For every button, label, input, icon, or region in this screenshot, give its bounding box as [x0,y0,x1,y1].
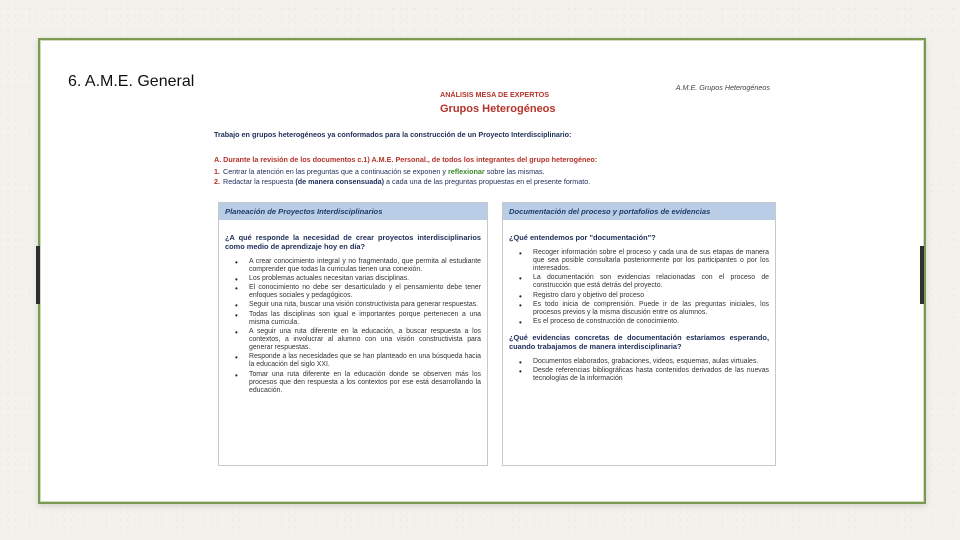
right-question-1: ¿Qué entendemos por "documentación"? [509,233,656,242]
document-image [210,80,778,474]
step-number: 2. [214,177,220,186]
doc-corner-label: A.M.E. Grupos Heterogéneos [675,83,770,92]
right-panel [502,202,776,466]
list-item: • El conocimiento no debe ser desarticulado y el pensamiento debe tener enfoques sociales y pedagógicos. [249,284,481,300]
step-number: 1. [214,167,220,176]
right-bullet-list-1 [503,249,775,326]
step-bold: (de manera consensuada) [295,177,385,186]
frame-left-tab [36,246,40,304]
step-highlight: reflexionar [447,167,485,176]
right-question-2: ¿Qué evidencias concretas de documentación estaríamos esperando, cuando trabajamos de manera interdisciplinaria? [509,333,769,352]
step-text: Redactar la respuesta [223,177,296,186]
list-item: • La documentación son evidencias relacionadas con el proceso de construcción que está detrás del proyecto. [533,274,769,290]
left-bullet-list [219,258,487,395]
doc-title-small: ANÁLISIS MESA DE EXPERTOS [440,90,550,99]
list-item: • Tomar una ruta diferente en la educación donde se observen más los procesos que den respuesta a los contextos por ese está desarrollando la educación. [249,371,481,395]
step-text-end: a cada una de las preguntas propuestas en el presente formato. [384,177,591,186]
step-text-end: sobre las mismas. [484,167,545,176]
left-panel-header: Planeación de Proyectos Interdisciplinarios [219,203,487,220]
list-item: • Es todo inicia de comprensión. Puede ir de las preguntas iniciales, los procesos previos y la misma discusión entre os alumnos. [533,301,769,317]
right-bullet-list-2 [503,358,775,383]
list-item: • Desde referencias bibliográficas hasta contenidos derivados de las nuevas tecnologías de la información [533,367,769,383]
frame-right-tab [920,246,924,304]
list-item: • Responde a las necesidades que se han planteado en una búsqueda hacia la educación del siglo XXI. [249,353,481,369]
doc-intro: Trabajo en grupos heterogéneos ya conformados para la construcción de un Proyecto Interdisciplinario: [214,130,572,139]
list-item: • Recoger información sobre el proceso y cada una de sus etapas de manera que sea posible consultarla posteriormente por los participantes o por los interesados. [533,249,769,273]
list-item: • Los problemas actuales necesitan varias disciplinas. [249,275,481,283]
list-item: • Es el proceso de construcción de conocimiento. [533,318,769,326]
doc-step-2 [214,178,590,187]
list-item: • Documentos elaborados, grabaciones, videos, esquemas, aulas virtuales. [533,358,769,366]
doc-step-1 [214,168,545,177]
right-panel-header: Documentación del proceso y portafolios de evidencias [503,203,775,220]
list-item: • Todas las disciplinas son igual e importantes porque pertenecen a una misma curricula. [249,311,481,327]
doc-section-a: A. Durante la revisión de los documentos c.1) A.M.E. Personal., de todos los integrantes del grupo heterogéneo: [214,155,598,164]
list-item: • Registro claro y objetivo del proceso [533,292,769,300]
doc-title-big: Grupos Heterogéneos [440,103,556,115]
list-item: • Seguir una ruta, buscar una visión constructivista para generar respuestas. [249,301,481,309]
list-item: • A seguir una ruta diferente en la educación, a buscar respuesta a los contextos, a involucrar al alumno con una visión constructivista para generar respuestas. [249,328,481,352]
left-panel [218,202,488,466]
step-text: Centrar la atención en las preguntas que a continuación se exponen y [223,167,448,176]
slide-title: 6. A.M.E. General [68,73,195,90]
left-question: ¿A qué responde la necesidad de crear proyectos interdisciplinarios como medio de aprendizaje hoy en día? [225,233,481,251]
list-item: • A crear conocimiento integral y no fragmentado, que permita al estudiante comprender que todas la curriculas tienen una conexión. [249,258,481,274]
